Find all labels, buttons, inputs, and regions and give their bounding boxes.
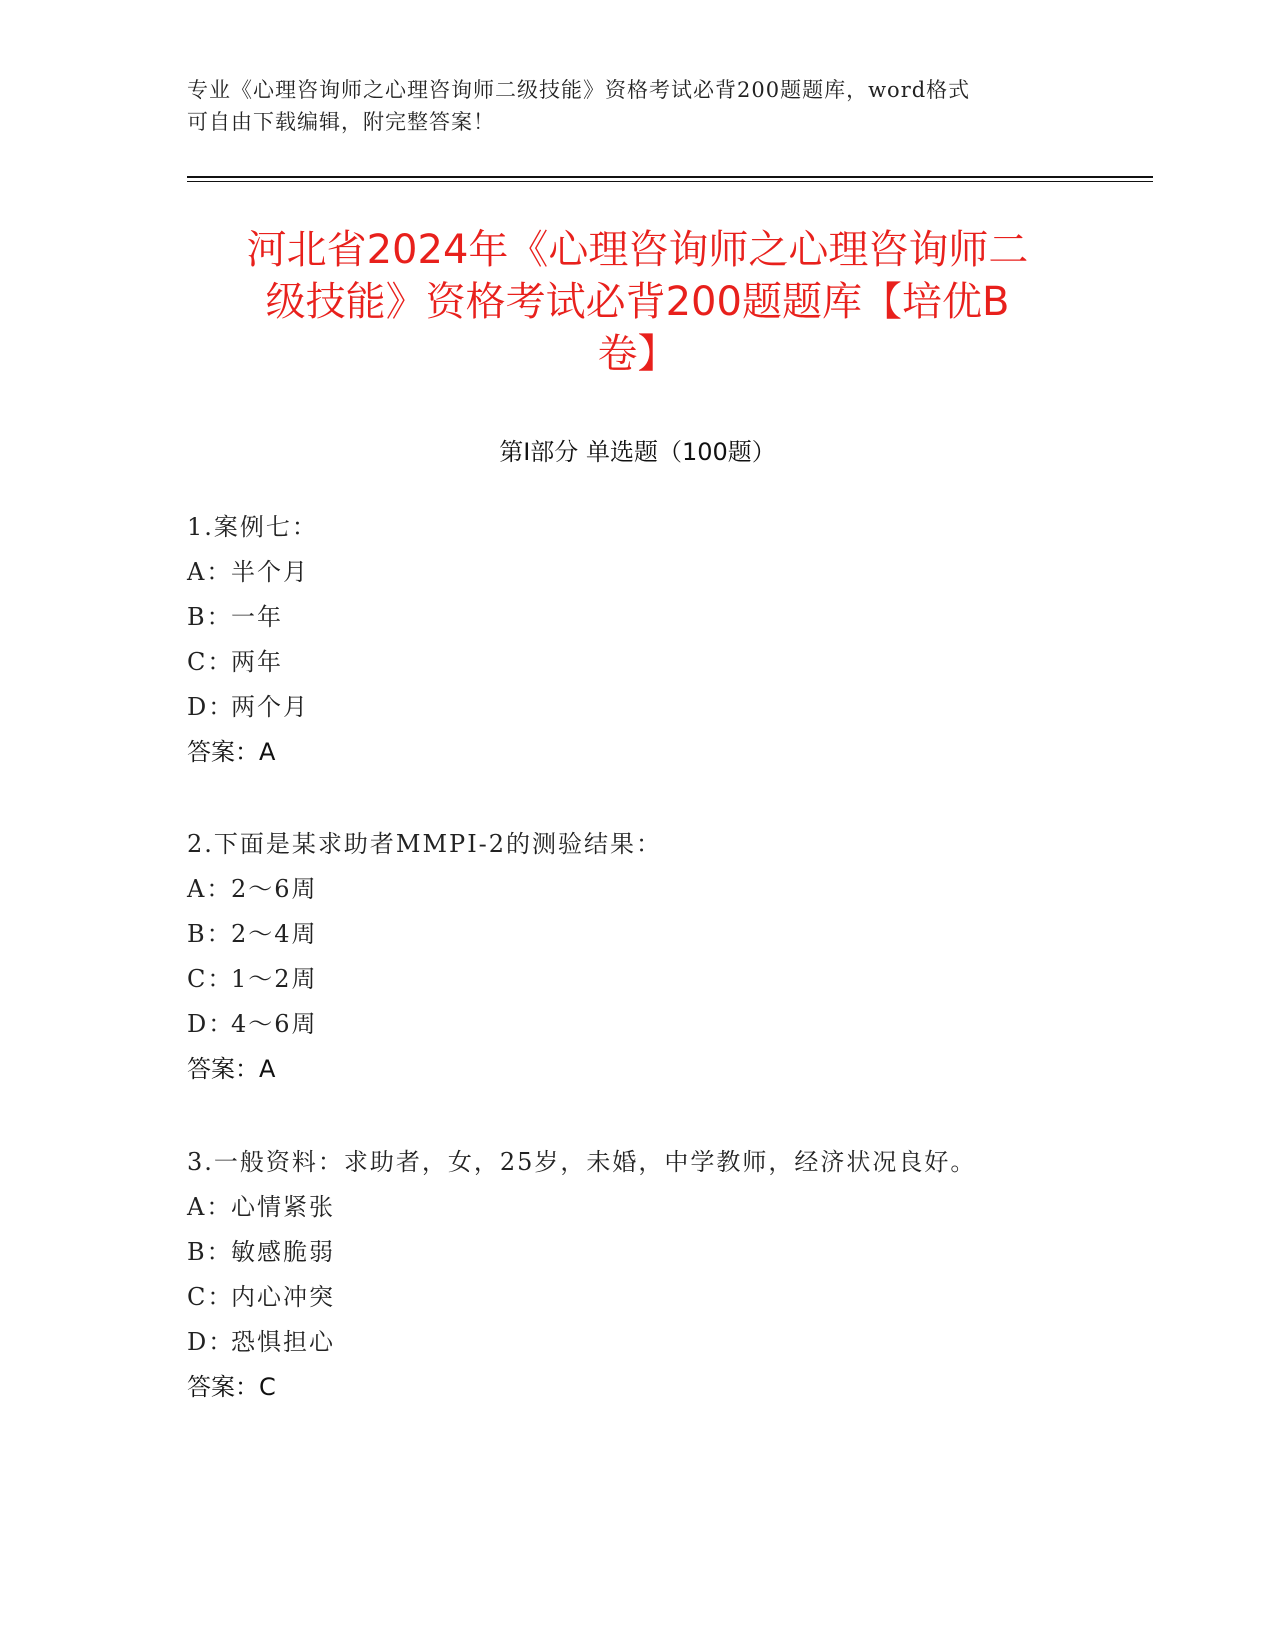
question-stem: 3.一般资料：求助者，女，25岁，未婚，中学教师，经济状况良好。 (187, 1148, 977, 1176)
header-note-line2: 可自由下载编辑，附完整答案！ (187, 110, 495, 134)
question-3 (187, 1140, 1137, 1410)
option-text: 半个月 (231, 558, 309, 586)
question-2 (187, 822, 1137, 1092)
option-text: 心情紧张 (231, 1193, 335, 1221)
title-line1: 河北省2024年《心理咨询师之心理咨询师二 (246, 227, 1029, 273)
option-key: B： (187, 920, 233, 948)
option-text: 敏感脆弱 (231, 1238, 335, 1266)
option-c (187, 1275, 1137, 1320)
header-divider-thick (187, 176, 1153, 178)
option-key: D： (187, 1010, 235, 1038)
option-d (187, 1320, 1137, 1365)
header-note (187, 74, 1087, 138)
question-1 (187, 505, 1137, 775)
option-d (187, 1002, 1137, 1047)
option-b (187, 595, 1137, 640)
answer: 答案：A (187, 1055, 276, 1083)
option-text: 恐惧担心 (231, 1328, 335, 1356)
section-heading: 第Ⅰ部分 单选题（100题） (499, 438, 776, 466)
option-key: A： (187, 558, 233, 586)
answer: 答案：C (187, 1373, 276, 1401)
option-key: C： (187, 965, 234, 993)
option-a (187, 867, 1137, 912)
option-key: B： (187, 603, 233, 631)
option-text: 一年 (231, 603, 283, 631)
option-text: 内心冲突 (231, 1283, 335, 1311)
option-key: A： (187, 875, 233, 903)
question-stem: 1.案例七： (187, 513, 318, 541)
option-d (187, 685, 1137, 730)
document-title (160, 224, 1115, 380)
header-note-line1: 专业《心理咨询师之心理咨询师二级技能》资格考试必背200题题库，word格式 (187, 78, 971, 102)
option-text: 2～6周 (231, 875, 318, 903)
option-key: D： (187, 1328, 235, 1356)
option-a (187, 1185, 1137, 1230)
option-b (187, 1230, 1137, 1275)
title-line2: 级技能》资格考试必背200题题库【培优B (265, 279, 1010, 325)
header-divider-thin (187, 181, 1153, 182)
question-stem: 2.下面是某求助者MMPI-2的测验结果： (187, 830, 663, 858)
option-text: 两年 (231, 648, 283, 676)
option-c (187, 957, 1137, 1002)
option-key: A： (187, 1193, 233, 1221)
option-text: 两个月 (231, 693, 309, 721)
option-key: C： (187, 648, 234, 676)
option-b (187, 912, 1137, 957)
option-key: C： (187, 1283, 234, 1311)
title-line3: 卷】 (597, 331, 678, 377)
option-text: 1～2周 (231, 965, 318, 993)
option-a (187, 550, 1137, 595)
option-key: B： (187, 1238, 233, 1266)
answer: 答案：A (187, 738, 276, 766)
option-text: 4～6周 (231, 1010, 318, 1038)
option-key: D： (187, 693, 235, 721)
option-c (187, 640, 1137, 685)
option-text: 2～4周 (231, 920, 318, 948)
